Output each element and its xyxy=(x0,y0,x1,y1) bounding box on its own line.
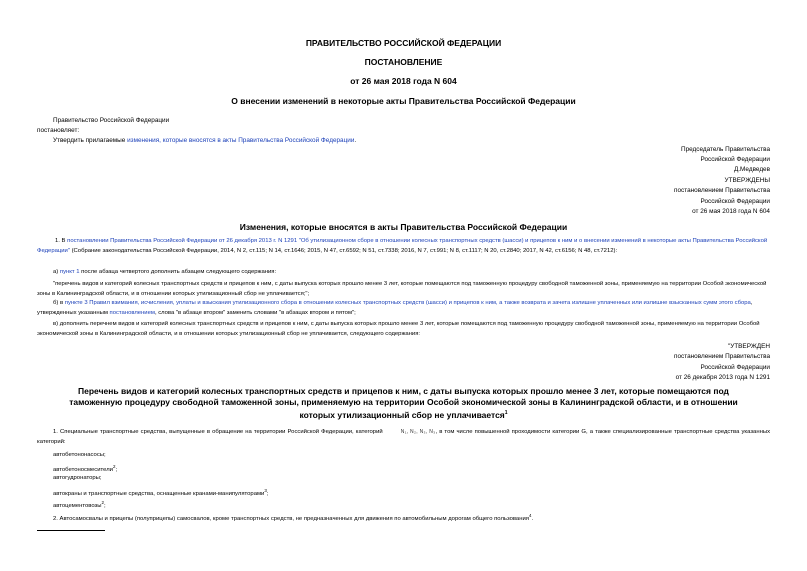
approval2-by: постановлением Правительства xyxy=(674,353,770,360)
list-title-text: Перечень видов и категорий колесных транспортных средств и прицепов к ним, с даты выпуска которых прошло менее 3 лет, которые помещаются под таможенную процедуру свободной таможенной зоны, применяемую на территории Особой экономической зоны в Калининградской области, и в отношении которых утилизационный сбор не уплачивается xyxy=(69,386,738,420)
item-b-middle: , утвержденных указанным xyxy=(37,300,753,316)
item-b-text: , слова "в абзаце втором" заменить словами "в абзацах втором и пятом"; xyxy=(154,309,356,316)
paragraph-1-prefix: 1. Специальные транспортные средства, выпущенные в обращение на территории Российской Федерации, категорий xyxy=(53,429,385,435)
document-date-number: от 26 мая 2018 года N 604 xyxy=(350,76,457,86)
signature-name: Д.Медведев xyxy=(733,166,770,173)
item-b-prefix: б) в xyxy=(53,300,65,306)
item-a-quote: "перечень видов и категорий колесных транспортных средств и прицепов к ним, с даты выпуска которых прошло менее 3 лет, которые помещаются под таможенную процедуру свободной таможенной зоны, применяемую на территории Особой экономической зоны в Калининградской области, и в отношении которых утилизационный сбор не уплачивается;"; xyxy=(37,281,767,297)
list-item-text: автогудронаторы; xyxy=(53,475,102,481)
list-item: автобетоносмесители$^2$; xyxy=(53,464,118,473)
item-1-sources: (Собрание законодательства Российской Федерации, 2014, N 2, ст.115; N 14, ст.1646; 2015, N 47, ст.6592; N 51, ст.7338; 2016, N 7, ст.991; N 8, ст.1117; N 20, ст.2840; 2017, N 42, ст.6156; N 48, ст.7212): xyxy=(69,247,618,254)
list-title xyxy=(60,386,747,421)
preamble-line-1: Правительство Российской Федерации xyxy=(53,117,170,124)
approval-date: от 26 мая 2018 года N 604 xyxy=(692,208,770,215)
approval-label: УТВЕРЖДЕНЫ xyxy=(724,177,770,184)
item-1-paragraph xyxy=(37,237,770,256)
list-item xyxy=(53,451,106,461)
vehicle-categories-formula: N₁, N₂, N₃, N₃ xyxy=(400,429,436,435)
list-item xyxy=(53,474,102,484)
signature-country: Российской Федерации xyxy=(700,156,770,163)
paragraph-2: 2. Автосамосвалы и прицепы (полуприцепы) самосвалов, кроме транспортных средств, не предназначенных для движения по автомобильным дорогам общего пользования$^4$. xyxy=(53,513,534,522)
org-name: ПРАВИТЕЛЬСТВО РОССИЙСКОЙ ФЕДЕРАЦИИ xyxy=(305,38,502,48)
approval2-label: "УТВЕРЖДЕН xyxy=(727,343,770,350)
list-item-footnote: 2 xyxy=(101,500,104,505)
resolution-1291-link[interactable]: постановлении Правительства Российской Федерации от 26 декабря 2013 г. N 1291 "Об утилизационном сборе в отношении колесных транспортных средств (шасси) и прицепов к ним и о внесении изменений в некоторые акты Правительства Российской Федерации" xyxy=(37,238,768,254)
item-b-paragraph xyxy=(37,299,770,318)
item-a-text: после абзаца четвертого дополнить абзацем следующего содержания: xyxy=(79,269,277,275)
approval-by: постановлением Правительства xyxy=(674,187,770,194)
changes-link[interactable]: изменения, которые вносятся в акты Правительства Российской Федерации xyxy=(127,137,355,144)
preamble-line-2: постановляет: xyxy=(37,127,80,134)
list-item: автоцементовозы$^2$; xyxy=(53,500,106,509)
preamble-line-3 xyxy=(53,136,356,145)
clause-1-link[interactable]: пункт 1 xyxy=(59,269,80,275)
item-a-prefix: а) xyxy=(53,269,60,275)
preamble-period: . xyxy=(354,137,357,144)
preamble-text: Утвердить прилагаемые xyxy=(53,137,128,144)
item-1-prefix: 1. В xyxy=(55,238,68,244)
changes-title: Изменения, которые вносятся в акты Правительства Российской Федерации xyxy=(239,222,568,232)
list-item-footnote: 3 xyxy=(264,488,267,493)
paragraph-2-footnote: 4 xyxy=(528,513,532,518)
document-type: ПОСТАНОВЛЕНИЕ xyxy=(364,57,443,67)
approval-country: Российской Федерации xyxy=(700,198,770,205)
rules-clause-3-link[interactable]: пункте 3 Правил взимания, исчисления, уплаты и взыскания утилизационного сбора в отношении колесных транспортных средств (шасси) и прицепов к ним, а также возврата и зачета излишне уплаченных или излишне взысканных сумм этого сбора xyxy=(64,300,751,306)
resolution-link[interactable]: постановлением xyxy=(109,309,155,316)
item-c-paragraph: в) дополнить перечнем видов и категорий колесных транспортных средств и прицепов к ним, с даты выпуска которых прошло менее 3 лет, которые помещаются под таможенную процедуру свободной таможенной зоны, применяемую на территории Особой экономической зоны в Калининградской области, и в отношении которых утилизационный сбор не уплачивается, следующего содержания: xyxy=(37,321,760,337)
approval2-country: Российской Федерации xyxy=(700,364,770,371)
list-item: автокраны и транспортные средства, оснащенные кранами-манипуляторами$^3$; xyxy=(53,488,269,497)
signature-position: Председатель Правительства xyxy=(681,146,770,153)
list-item-text: автобетоносмесители xyxy=(53,466,113,473)
paragraph-2-text: 2. Автосамосвалы и прицепы (полуприцепы) самосвалов, кроме транспортных средств, не предназначенных для движения по автомобильным дорогам общего пользования xyxy=(53,515,529,522)
list-title-footnote: 1 xyxy=(504,410,508,416)
list-item-text: автобетононасосы; xyxy=(53,452,106,458)
document-title: О внесении изменений в некоторые акты Правительства Российской Федерации xyxy=(231,96,576,106)
list-item-text: автокраны и транспортные средства, оснащенные кранами-манипуляторами xyxy=(53,490,265,497)
list-item-footnote: 2 xyxy=(112,464,116,469)
paragraph-1-text: , в том числе повышенной проходимости категории G, а также специализированные транспортные средства указанных категорий: xyxy=(37,429,771,445)
list-item-text: автоцементовозы xyxy=(53,502,102,509)
paragraph-1 xyxy=(37,428,770,447)
approval2-date: от 26 декабря 2013 года N 1291 xyxy=(675,374,770,381)
footnote-divider xyxy=(37,530,105,531)
item-a-paragraph xyxy=(53,268,770,278)
